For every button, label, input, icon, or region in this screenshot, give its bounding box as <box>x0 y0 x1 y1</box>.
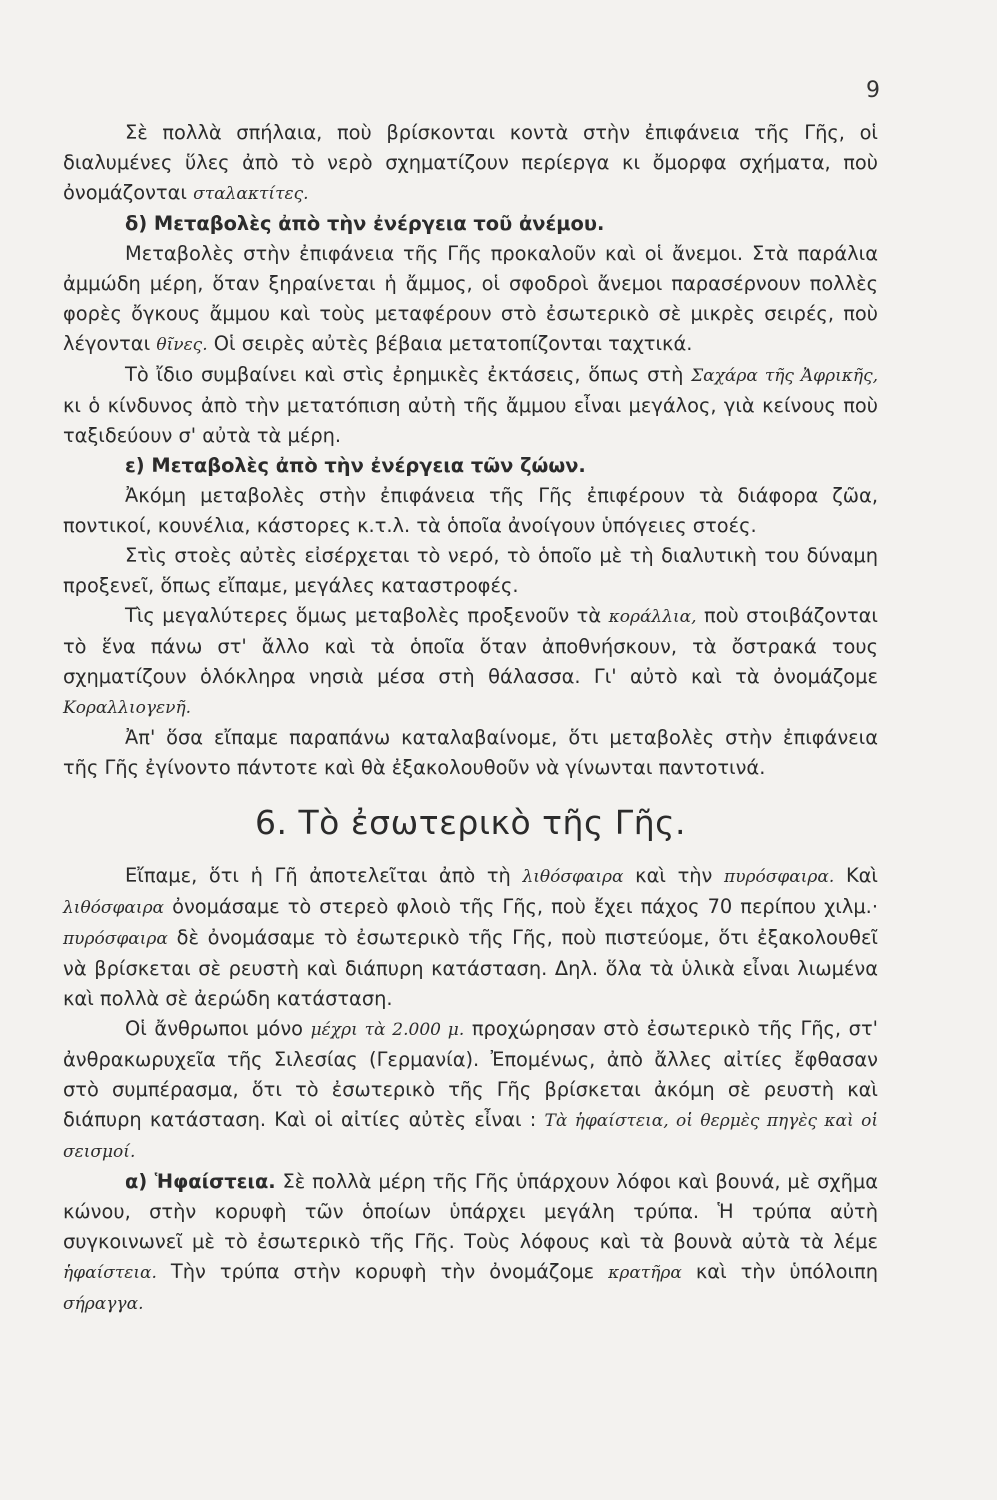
heading-wind: δ) Μεταβολὲς ἀπὸ τὴν ἐνέργεια τοῦ ἀνέμου. <box>125 212 605 235</box>
term-sahara: Σαχάρα τῆς Ἀφρικῆς, <box>691 366 878 386</box>
term-crater: κρατῆρα <box>608 1263 682 1283</box>
chapter-title: 6. Τὸ ἐσωτερικὸ τῆς Γῆς. <box>255 803 686 842</box>
term-dunes: θῖνες. <box>156 335 208 355</box>
page-number: 9 <box>866 78 880 103</box>
term-coral-islands: Κοραλλιογενῆ. <box>63 698 192 718</box>
heading-volcanoes: α) Ἡφαίστεια. <box>125 1170 276 1193</box>
term-tunnel: σήραγγα. <box>63 1294 144 1314</box>
interior-paragraph-2: Οἱ ἄνθρωποι μόνο μέχρι τὰ 2.000 μ. προχώρησαν στὸ ἐσωτερικὸ τῆς Γῆς, στ' ἀνθρακωρυχεῖα τῆς Σιλεσίας (Γερμανία). Ἐπομένως, ἀπὸ ἄλλες αἰτίες ἔφθασαν στὸ συμπέρασμα, ὅτι τὸ ἐσωτερικὸ τῆς Γῆς βρίσκεται ἀκόμη σὲ ρευστὴ καὶ διάπυρη κατάσταση. Καὶ οἱ αἰτίες αὐτὲς εἶναι : Τὰ ἡφαίστεια, οἱ θερμὲς πηγὲς καὶ οἱ σεισμοί. <box>63 1017 879 1162</box>
animals-paragraph-3: Τὶς μεγαλύτερες ὅμως μεταβολὲς προξενοῦν τὰ κοράλλια, ποὺ στοιβάζονται τὸ ἕνα πάνω στ' ἄλλο καὶ τὰ ὁποῖα ὅταν ἀποθνήσκουν, τὰ ὄστρακά τους σχηματίζουν ὁλόκληρα νησιὰ μέσα στὴ θάλασσα. Γι' αὐτὸ καὶ τὰ ὀνομάζομε Κοραλλιογενῆ. <box>63 604 878 718</box>
term-depth: μέχρι τὰ 2.000 μ. <box>310 1020 465 1040</box>
heading-animals: ε) Μεταβολὲς ἀπὸ τὴν ἐνέργεια τῶν ζώων. <box>125 454 586 477</box>
term-corals: κοράλλια, <box>608 607 697 627</box>
term-lithosphere-2: λιθόσφαιρα <box>63 898 165 918</box>
animals-paragraph-1: Ἀκόμη μεταβολὲς στὴν ἐπιφάνεια τῆς Γῆς ἐπιφέρουν τὰ διάφορα ζῶα, ποντικοί, κουνέλια, κάστορες κ.τ.λ. τὰ ὁποῖα ἀνοίγουν ὑπόγειες στοές. <box>63 484 878 537</box>
term-causes: Τὰ ἡφαίστεια, οἱ θερμὲς πηγὲς καὶ οἱ σεισμοί. <box>63 1111 879 1162</box>
term-volcanoes: ἡφαίστεια. <box>63 1263 157 1283</box>
wind-paragraph-1: Μεταβολὲς στὴν ἐπιφάνεια τῆς Γῆς προκαλοῦν καὶ οἱ ἄνεμοι. Στὰ παράλια ἀμμώδη μέρη, ὅταν ξηραίνεται ἡ ἄμμος, οἱ σφοδροὶ ἄνεμοι παρασέρνουν πολλὲς φορὲς ὄγκους ἄμμου καὶ τοὺς μεταφέρουν στὸ ἐσωτερικὸ σὲ μικρὲς σειρές, ποὺ λέγονται θῖνες. Οἱ σειρὲς αὐτὲς βέβαια μετατοπίζονται ταχτικά. <box>63 242 878 355</box>
term-stalactites: σταλακτίτες. <box>193 184 309 204</box>
page-body <box>63 118 878 1319</box>
animals-paragraph-4: Ἀπ' ὅσα εἴπαμε παραπάνω καταλαβαίνομε, ὅτι μεταβολὲς στὴν ἐπιφάνεια τῆς Γῆς ἐγίνοντο πάντοτε καὶ θὰ ἐξακολουθοῦν νὰ γίνωνται παντοτινά. <box>63 726 878 779</box>
term-pyrosphere: πυρόσφαιρα. <box>724 867 835 887</box>
animals-paragraph-2: Στὶς στοὲς αὐτὲς εἰσέρχεται τὸ νερό, τὸ ὁποῖο μὲ τὴ διαλυτικὴ του δύναμη προξενεῖ, ὅπως εἴπαμε, μεγάλες καταστροφές. <box>63 544 878 597</box>
term-lithosphere: λιθόσφαιρα <box>522 867 624 887</box>
term-pyrosphere-2: πυρόσφαιρα <box>63 929 168 949</box>
caves-paragraph: Σὲ πολλὰ σπήλαια, ποὺ βρίσκονται κοντὰ στὴν ἐπιφάνεια τῆς Γῆς, οἱ διαλυμένες ὕλες ἀπὸ τὸ νερὸ σχηματίζουν περίεργα κι ὄμορφα σχήματα, ποὺ ὀνομάζονται σταλακτίτες. <box>63 121 878 204</box>
wind-paragraph-2: Τὸ ἴδιο συμβαίνει καὶ στὶς ἐρημικὲς ἐκτάσεις, ὅπως στὴ Σαχάρα τῆς Ἀφρικῆς, κι ὁ κίνδυνος ἀπὸ τὴν μετατόπιση αὐτὴ τῆς ἄμμου εἶναι μεγάλος, γιὰ κείνους ποὺ ταξιδεύουν σ' αὐτὰ τὰ μέρη. <box>63 363 878 447</box>
interior-paragraph-1: Εἴπαμε, ὅτι ἡ Γῆ ἀποτελεῖται ἀπὸ τὴ λιθόσφαιρα καὶ τὴν πυρόσφαιρα. Καὶ λιθόσφαιρα ὀνομάσαμε τὸ στερεὸ φλοιὸ τῆς Γῆς, ποὺ ἔχει πάχος 70 περίπου χιλμ.· πυρόσφαιρα δὲ ὀνομάσαμε τὸ ἐσωτερικὸ τῆς Γῆς, ποὺ πιστεύομε, ὅτι ἐξακολουθεῖ νὰ βρίσκεται σὲ ρευστὴ καὶ διάπυρη κατάσταση. Δηλ. ὅλα τὰ ὑλικὰ εἶναι λιωμένα καὶ πολλὰ σὲ ἀερώδη κατάσταση. <box>63 864 878 1010</box>
volcano-paragraph: α) Ἡφαίστεια. Σὲ πολλὰ μέρη τῆς Γῆς ὑπάρχουν λόφοι καὶ βουνά, μὲ σχῆμα κώνου, στὴν κορυφὴ τῶν ὁποίων ὑπάρχει μεγάλη τρύπα. Ἡ τρύπα αὐτὴ συγκοινωνεῖ μὲ τὸ ἐσωτερικὸ τῆς Γῆς. Τοὺς λόφους καὶ τὰ βουνὰ αὐτὰ τὰ λέμε ἡφαίστεια. Τὴν τρύπα στὴν κορυφὴ τὴν ὀνομάζομε κρατῆρα καὶ τὴν ὑπόλοιπη σήραγγα. <box>63 1170 879 1314</box>
